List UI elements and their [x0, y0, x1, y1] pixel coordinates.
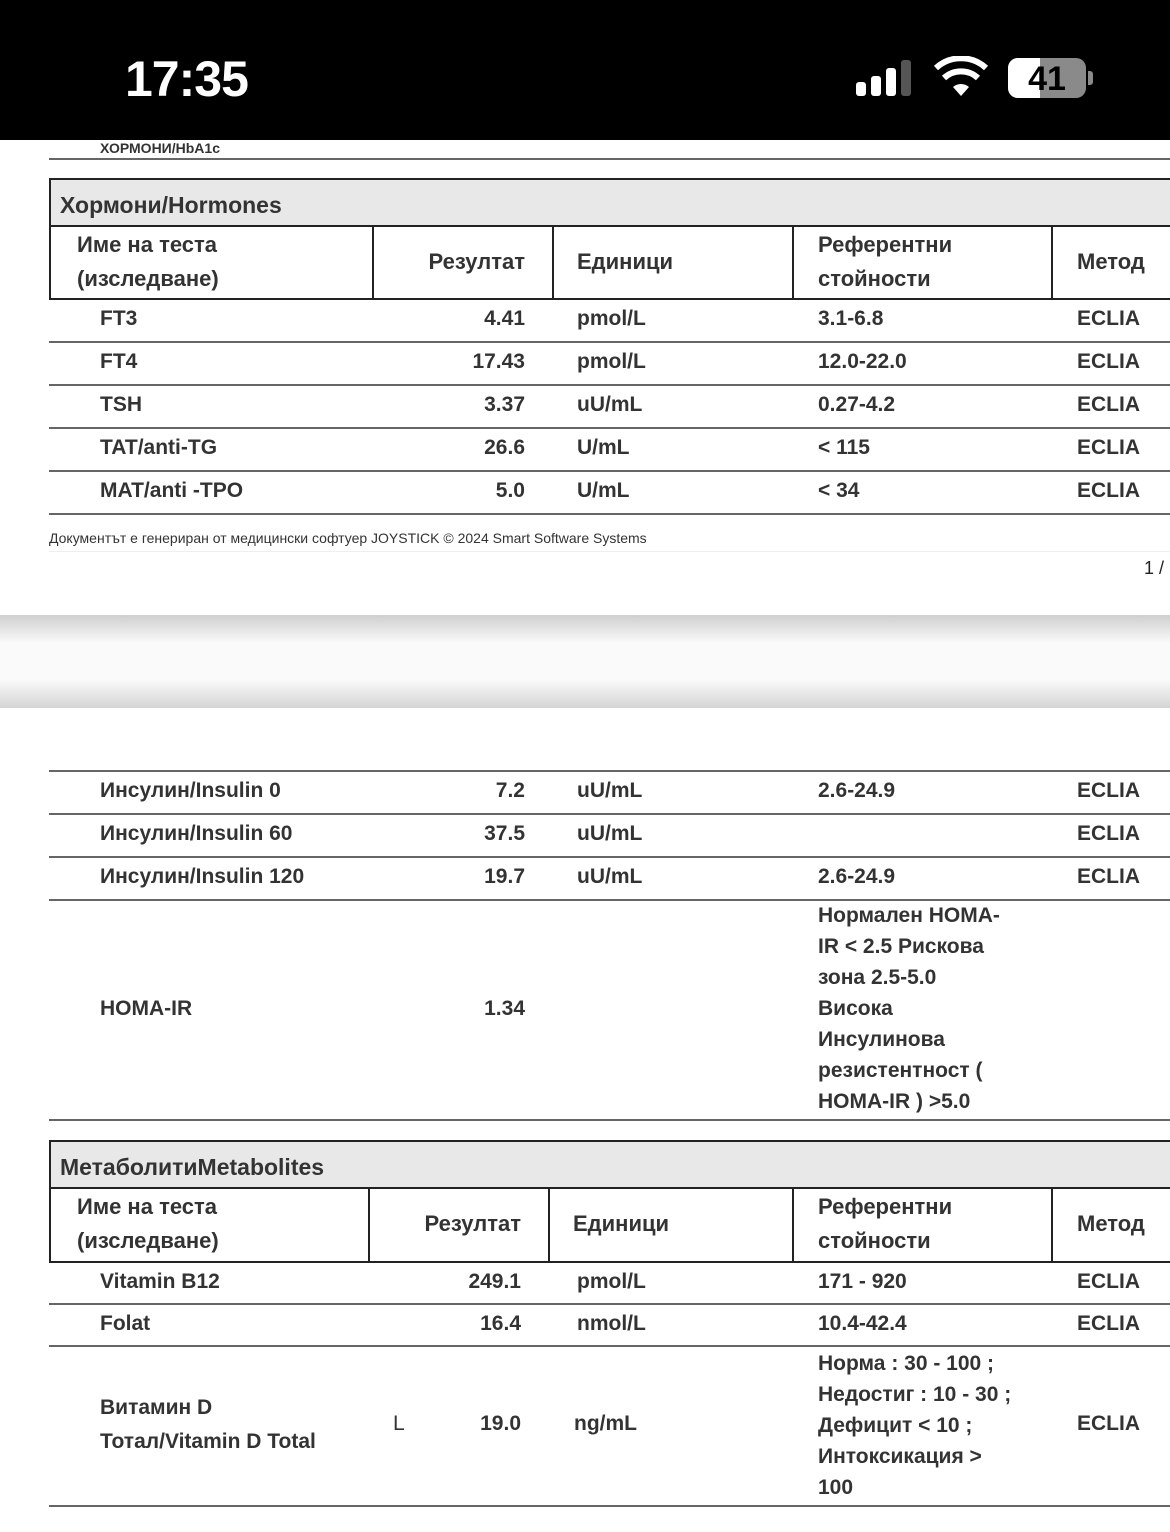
reference-range-line: Дефицит < 10 ; — [818, 1414, 973, 1437]
reference-range: < 34 — [818, 479, 860, 502]
test-name: Инсулин/Insulin 60 — [100, 822, 293, 845]
reference-range: 10.4-42.4 — [818, 1312, 907, 1335]
reference-range-line: Недостиг : 10 - 30 ; — [818, 1383, 1012, 1406]
section-header-hormones — [49, 178, 1170, 227]
test-name: TSH — [100, 393, 142, 416]
test-name: Инсулин/Insulin 120 — [100, 865, 305, 888]
cellular-signal-icon — [856, 60, 916, 96]
units: U/mL — [577, 479, 630, 502]
battery-icon — [1008, 58, 1086, 98]
test-name: HOMA-IR — [100, 997, 193, 1020]
page-number: 1 / — [1143, 558, 1164, 578]
reference-range: < 115 — [818, 436, 870, 459]
header-reference: стойности — [818, 1228, 931, 1253]
reference-range-line: 100 — [818, 1476, 854, 1499]
reference-range-line: зона 2.5-5.0 — [818, 966, 937, 989]
units: uU/mL — [577, 865, 643, 888]
header-method: Метод — [1077, 249, 1145, 274]
result-value: 16.4 — [480, 1312, 521, 1335]
header-test-name: (изследване) — [77, 266, 219, 291]
header-result: Резултат — [424, 1211, 521, 1236]
header-reference: Референтни — [818, 232, 953, 257]
header-reference: Референтни — [818, 1194, 953, 1219]
row-divider — [49, 1505, 1170, 1507]
method: ECLIA — [1077, 307, 1140, 330]
reference-range: 2.6-24.9 — [818, 779, 896, 802]
test-name: TAT/anti-TG — [100, 436, 218, 459]
result-value: 1.34 — [484, 997, 525, 1020]
row-divider — [49, 899, 1170, 901]
reference-range-line: Интоксикация > — [818, 1445, 982, 1468]
header-method: Метод — [1077, 1211, 1145, 1236]
header-units: Единици — [577, 249, 674, 274]
units: ng/mL — [574, 1412, 637, 1435]
result-value: 26.6 — [484, 436, 525, 459]
reference-range: 2.6-24.9 — [818, 865, 896, 888]
test-name: FT3 — [100, 307, 138, 330]
section-title: Хормони/Hormones — [60, 192, 282, 218]
test-name: Vitamin B12 — [100, 1270, 220, 1293]
row-divider — [49, 1345, 1170, 1347]
units: U/mL — [577, 436, 630, 459]
reference-range-line: HOMA-IR ) >5.0 — [818, 1090, 971, 1113]
units: uU/mL — [577, 393, 643, 416]
result-value: 4.41 — [484, 307, 525, 330]
test-name: FT4 — [100, 350, 138, 373]
units: uU/mL — [577, 822, 643, 845]
result-value: 3.37 — [484, 393, 525, 416]
test-name: MAT/anti -TPO — [100, 479, 244, 502]
result-value: 19.7 — [484, 865, 525, 888]
test-name: Тотал/Vitamin D Total — [100, 1430, 316, 1453]
units: pmol/L — [577, 350, 646, 373]
header-test-name: Име на теста — [77, 232, 218, 257]
units: pmol/L — [577, 307, 646, 330]
row-divider — [49, 1119, 1170, 1121]
section-title: МетаболитиMetabolites — [60, 1154, 325, 1180]
row-divider — [49, 427, 1170, 429]
section-header-metabolites — [49, 1140, 1170, 1189]
reference-range-line: резистентност ( — [818, 1059, 983, 1082]
reference-range-line: Норма : 30 - 100 ; — [818, 1352, 995, 1375]
header-units: Единици — [573, 1211, 670, 1236]
result-flag: L — [393, 1412, 405, 1435]
test-name: Folat — [100, 1312, 151, 1335]
row-divider — [49, 856, 1170, 858]
row-divider — [49, 470, 1170, 472]
method: ECLIA — [1077, 350, 1140, 373]
reference-range: 171 - 920 — [818, 1270, 907, 1293]
status-bar — [0, 0, 1170, 140]
clock: 17:35 — [125, 51, 248, 107]
header-test-name: Име на теста — [77, 1194, 218, 1219]
method: ECLIA — [1077, 822, 1140, 845]
header-reference: стойности — [818, 266, 931, 291]
header-test-name: (изследване) — [77, 1228, 219, 1253]
footer-text: Документът е генериран от медицински софтуер JOYSTICK © 2024 Smart Software Systems — [49, 530, 647, 546]
reference-range-line: Нормален HOMA- — [818, 904, 1000, 927]
method: ECLIA — [1077, 865, 1140, 888]
row-divider — [49, 341, 1170, 343]
reference-range: 12.0-22.0 — [818, 350, 907, 373]
reference-range: 0.27-4.2 — [818, 393, 896, 416]
row-divider — [49, 1303, 1170, 1305]
row-divider — [49, 513, 1170, 515]
row-divider — [49, 770, 1170, 772]
method: ECLIA — [1077, 1412, 1140, 1435]
result-value: 37.5 — [484, 822, 525, 845]
reference-range-line: Инсулинова — [818, 1028, 945, 1051]
test-name: Инсулин/Insulin 0 — [100, 779, 281, 802]
wifi-icon — [934, 56, 988, 98]
reference-range-line: IR < 2.5 Рискова — [818, 935, 984, 958]
method: ECLIA — [1077, 436, 1140, 459]
reference-range-line: Висока — [818, 997, 893, 1020]
units: nmol/L — [577, 1312, 646, 1335]
result-value: 19.0 — [480, 1412, 521, 1435]
row-divider — [49, 384, 1170, 386]
test-name: Витамин D — [100, 1396, 213, 1419]
method: ECLIA — [1077, 1270, 1140, 1293]
row-divider — [49, 813, 1170, 815]
result-value: 5.0 — [495, 479, 525, 502]
result-value: 249.1 — [468, 1270, 521, 1293]
cut-off-text: ХОРМОНИ/HbA1c — [100, 140, 220, 156]
units: pmol/L — [577, 1270, 646, 1293]
divider — [49, 551, 1170, 552]
method: ECLIA — [1077, 1312, 1140, 1335]
battery-level: 41 — [1028, 60, 1066, 98]
result-value: 17.43 — [472, 350, 525, 373]
page-gap — [0, 615, 1170, 708]
reference-range: 3.1-6.8 — [818, 307, 884, 330]
units: uU/mL — [577, 779, 643, 802]
method: ECLIA — [1077, 393, 1140, 416]
divider — [49, 158, 1170, 160]
method: ECLIA — [1077, 779, 1140, 802]
method: ECLIA — [1077, 479, 1140, 502]
header-result: Резултат — [428, 249, 525, 274]
result-value: 7.2 — [495, 779, 525, 802]
